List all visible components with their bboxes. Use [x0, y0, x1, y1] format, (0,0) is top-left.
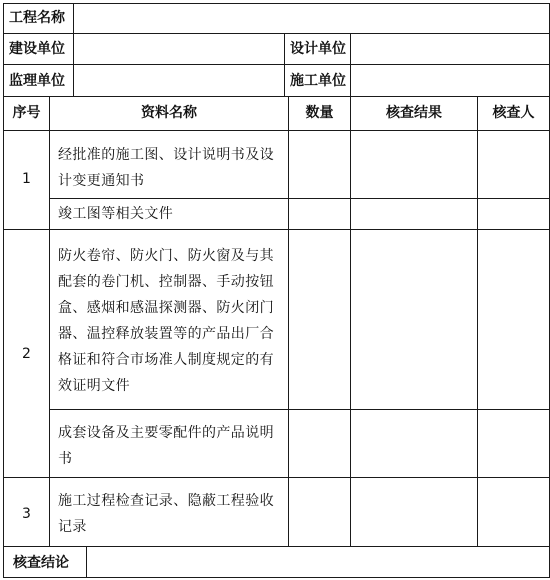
construction-unit-field[interactable] — [74, 34, 284, 64]
col-header-name: 资料名称 — [141, 105, 197, 121]
rule — [477, 96, 478, 547]
document-item: 经批准的施工图、设计说明书及设计变更通知书 — [58, 147, 274, 189]
col-header-quantity: 数量 — [305, 105, 334, 121]
design-unit-label: 设计单位 — [290, 41, 346, 57]
supervision-unit-field[interactable] — [74, 65, 284, 96]
rule — [3, 96, 550, 97]
row-number: 1 — [22, 171, 31, 187]
document-item: 施工过程检查记录、隐蔽工程验收记录 — [58, 493, 274, 535]
project-name-field[interactable] — [74, 4, 549, 33]
document-item: 竣工图等相关文件 — [58, 206, 174, 222]
col-header-result: 核查结果 — [386, 105, 442, 121]
col-header-checker: 核查人 — [492, 105, 535, 121]
supervision-unit-label: 监理单位 — [9, 73, 65, 89]
row-number: 2 — [22, 346, 31, 362]
conclusion-label: 核查结论 — [13, 555, 69, 571]
document-item: 成套设备及主要零配件的产品说明书 — [58, 425, 274, 467]
rule — [49, 409, 550, 410]
rule — [3, 130, 550, 131]
rule — [288, 96, 289, 547]
conclusion-field[interactable] — [87, 547, 549, 577]
border-left — [3, 3, 4, 578]
construction-unit-label: 建设单位 — [9, 41, 65, 57]
design-unit-field[interactable] — [351, 34, 549, 64]
row-number: 3 — [22, 506, 31, 522]
rule — [49, 198, 550, 199]
rule — [284, 33, 285, 96]
project-name-label: 工程名称 — [9, 10, 65, 26]
document-item: 防火卷帘、防火门、防火窗及与其配套的卷门机、控制器、手动按钮盒、感烟和感温探测器、防火闭门器、温控释放装置等的产品出厂合格证和符合市场准人制度规定的有效证明文件 — [58, 248, 274, 394]
col-header-no: 序号 — [12, 105, 41, 121]
builder-unit-label: 施工单位 — [290, 73, 346, 89]
rule — [3, 477, 550, 478]
rule — [49, 96, 50, 547]
builder-unit-field[interactable] — [351, 65, 549, 96]
rule — [3, 229, 550, 230]
